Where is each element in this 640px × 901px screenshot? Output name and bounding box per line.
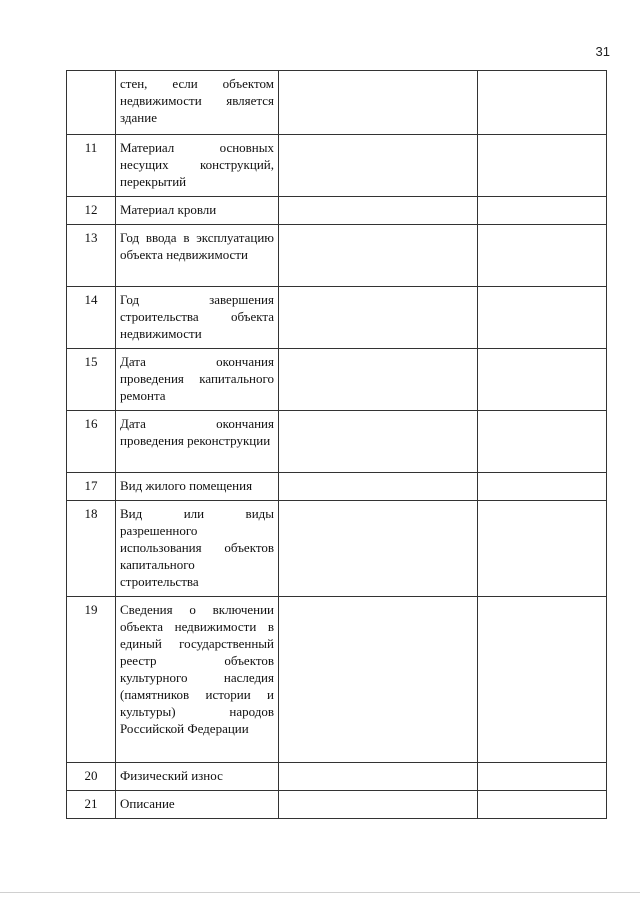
- row-extra-cell: [478, 411, 607, 473]
- property-info-table: [66, 70, 607, 819]
- row-label: стен, если объектом недвижимости является здание: [116, 71, 279, 135]
- row-label: Физический износ: [116, 763, 279, 791]
- row-number: 15: [67, 349, 116, 411]
- table-row: [67, 411, 607, 473]
- table-row: [67, 597, 607, 763]
- row-label: Сведения о включении объекта недвижимости в единый государственный реестр объектов культурного наследия (памятников истории и культуры) народов Российской Федерации: [116, 597, 279, 763]
- row-extra-cell: [478, 501, 607, 597]
- row-extra-cell: [478, 791, 607, 819]
- row-extra-cell: [478, 349, 607, 411]
- row-value-cell: [279, 791, 478, 819]
- row-value-cell: [279, 197, 478, 225]
- row-extra-cell: [478, 225, 607, 287]
- row-label: Дата окончания проведения капитального ремонта: [116, 349, 279, 411]
- row-value-cell: [279, 71, 478, 135]
- row-extra-cell: [478, 287, 607, 349]
- table-body: [67, 71, 607, 819]
- table-row: [67, 501, 607, 597]
- row-value-cell: [279, 225, 478, 287]
- row-number: 12: [67, 197, 116, 225]
- row-label: Год завершения строительства объекта недвижимости: [116, 287, 279, 349]
- row-value-cell: [279, 411, 478, 473]
- row-number: [67, 71, 116, 135]
- row-value-cell: [279, 135, 478, 197]
- row-value-cell: [279, 473, 478, 501]
- row-value-cell: [279, 763, 478, 791]
- row-label: Вид жилого помещения: [116, 473, 279, 501]
- table-row: [67, 349, 607, 411]
- row-extra-cell: [478, 473, 607, 501]
- row-number: 16: [67, 411, 116, 473]
- table-row: [67, 135, 607, 197]
- row-label: Дата окончания проведения реконструкции: [116, 411, 279, 473]
- table-row: [67, 763, 607, 791]
- row-extra-cell: [478, 71, 607, 135]
- row-value-cell: [279, 501, 478, 597]
- table-row: [67, 197, 607, 225]
- row-extra-cell: [478, 197, 607, 225]
- row-label: Описание: [116, 791, 279, 819]
- row-extra-cell: [478, 135, 607, 197]
- row-label: Вид или виды разрешенного использования объектов капитального строительства: [116, 501, 279, 597]
- row-number: 18: [67, 501, 116, 597]
- row-value-cell: [279, 287, 478, 349]
- table-row: [67, 225, 607, 287]
- row-number: 21: [67, 791, 116, 819]
- table-row: [67, 287, 607, 349]
- row-value-cell: [279, 349, 478, 411]
- table-row: [67, 473, 607, 501]
- row-label: Материал основных несущих конструкций, перекрытий: [116, 135, 279, 197]
- row-number: 11: [67, 135, 116, 197]
- row-number: 13: [67, 225, 116, 287]
- page-number: 31: [595, 44, 610, 59]
- table-row: [67, 791, 607, 819]
- row-label: Год ввода в эксплуатацию объекта недвижимости: [116, 225, 279, 287]
- row-label: Материал кровли: [116, 197, 279, 225]
- row-value-cell: [279, 597, 478, 763]
- row-number: 14: [67, 287, 116, 349]
- row-extra-cell: [478, 763, 607, 791]
- row-number: 20: [67, 763, 116, 791]
- row-number: 17: [67, 473, 116, 501]
- scan-edge-line: [0, 892, 640, 893]
- row-number: 19: [67, 597, 116, 763]
- row-extra-cell: [478, 597, 607, 763]
- table-row: [67, 71, 607, 135]
